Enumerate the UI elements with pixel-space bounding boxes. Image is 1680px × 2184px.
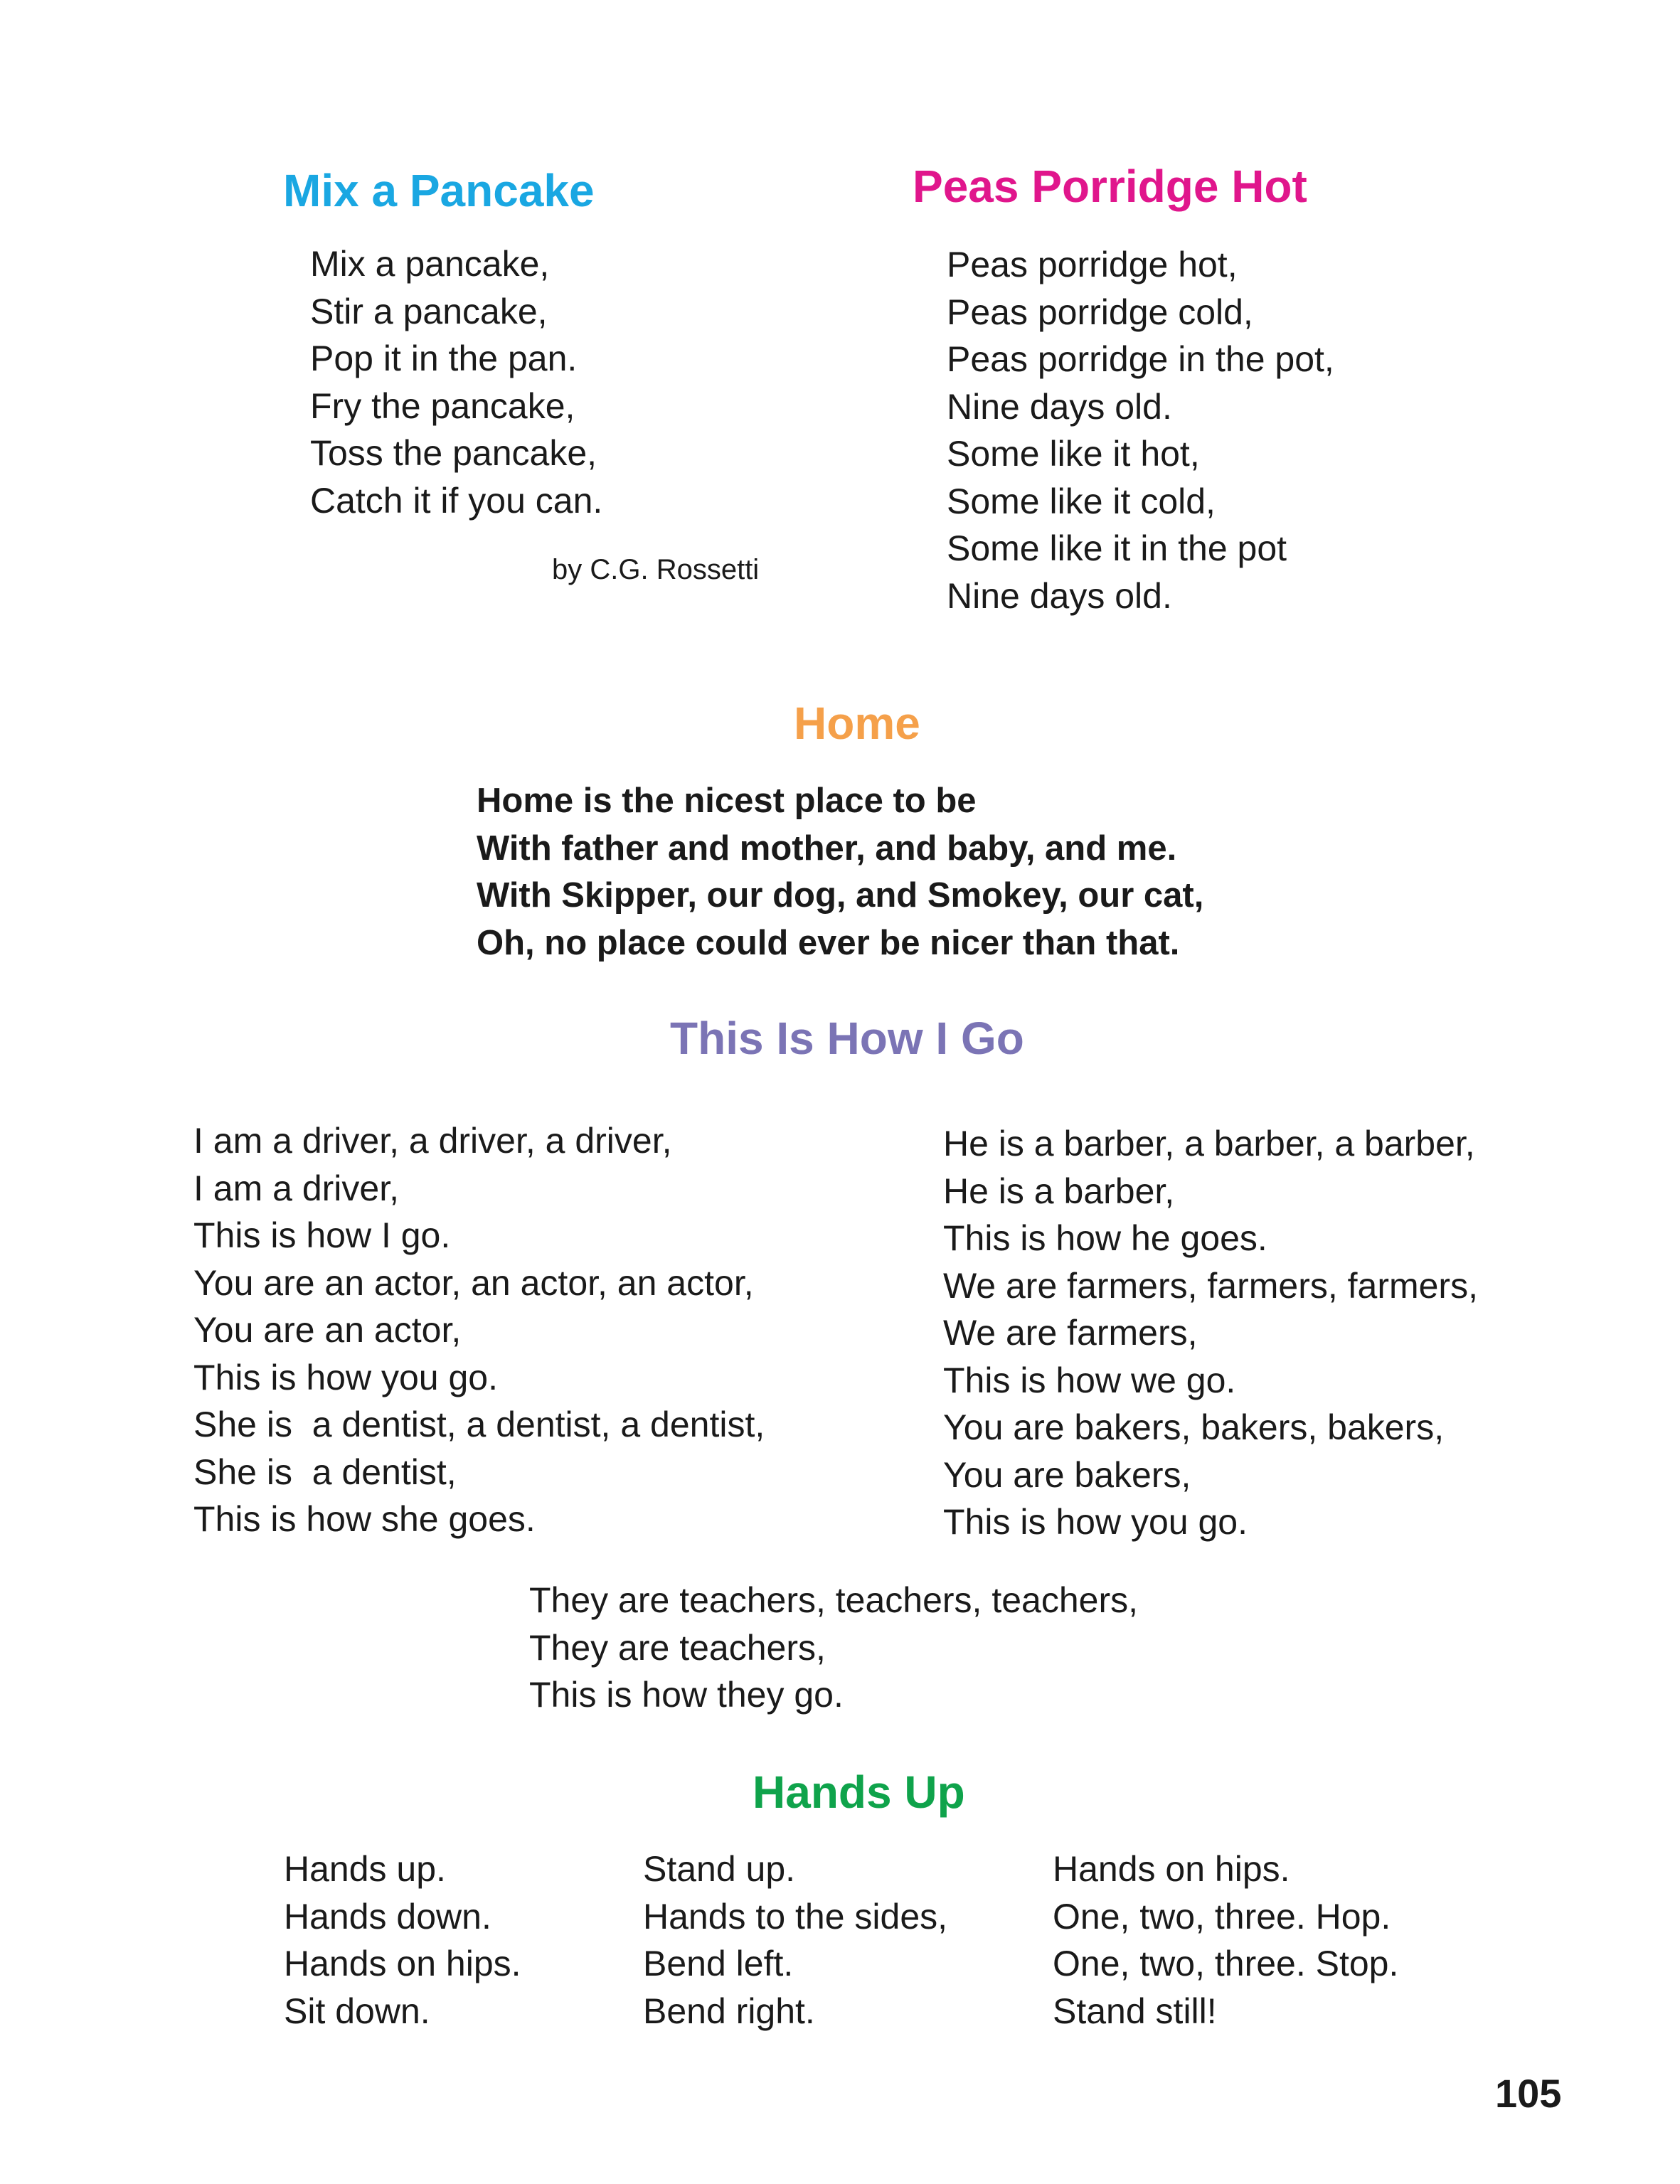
- poem-line: Toss the pancake,: [310, 433, 597, 473]
- poem-mix-a-pancake: [310, 240, 602, 524]
- poem-author: by C.G. Rossetti: [552, 554, 760, 585]
- poem-line: Hands on hips.: [1053, 1849, 1290, 1889]
- poem-line: You are an actor, an actor, an actor,: [193, 1262, 754, 1303]
- poem-line: This is how they go.: [529, 1675, 844, 1715]
- poem-line: Oh, no place could ever be nicer than that.: [477, 923, 1180, 962]
- poem-line: They are teachers,: [529, 1627, 826, 1668]
- poem-line: This is how she goes.: [193, 1499, 536, 1539]
- poem-this-is-how-i-go-left-column: [193, 1117, 765, 1543]
- poem-line: Nine days old.: [947, 575, 1172, 616]
- poem-line: This is how we go.: [943, 1360, 1236, 1400]
- poem-line: Stand up.: [643, 1849, 796, 1889]
- poem-line: Nine days old.: [947, 386, 1172, 427]
- poem-title-hands-up: Hands Up: [753, 1767, 965, 1818]
- poem-line: We are farmers,: [943, 1313, 1198, 1353]
- poem-line: This is how I go.: [193, 1215, 451, 1255]
- poem-line: You are bakers, bakers, bakers,: [943, 1407, 1445, 1447]
- poem-line: Sit down.: [284, 1991, 430, 2031]
- poem-line: Peas porridge cold,: [947, 292, 1253, 332]
- poem-title-this-is-how-i-go: This Is How I Go: [670, 1013, 1024, 1064]
- poem-this-is-how-i-go-final-verse: [529, 1577, 1138, 1719]
- poem-line: Catch it if you can.: [310, 480, 603, 521]
- poem-line: Some like it cold,: [947, 481, 1216, 521]
- poem-line: She is a dentist,: [193, 1451, 457, 1492]
- poem-line: She is a dentist, a dentist, a dentist,: [193, 1405, 765, 1444]
- poem-hands-up-column-2: [643, 1845, 947, 2035]
- poem-hands-up-column-3: [1053, 1845, 1398, 2035]
- poem-line: This is how you go.: [943, 1502, 1248, 1542]
- poem-line: Hands to the sides,: [643, 1896, 948, 1937]
- poem-line: Pop it in the pan.: [310, 339, 578, 378]
- poem-line: He is a barber,: [943, 1171, 1175, 1211]
- poem-line: With father and mother, and baby, and me.: [477, 829, 1177, 868]
- poem-title-mix-a-pancake: Mix a Pancake: [283, 165, 595, 216]
- poem-line: I am a driver,: [193, 1168, 399, 1208]
- poem-line: Some like it in the pot: [947, 528, 1287, 568]
- poem-line: Stir a pancake,: [310, 291, 548, 331]
- poem-line: This is how he goes.: [943, 1218, 1267, 1258]
- poem-line: Peas porridge in the pot,: [947, 339, 1334, 379]
- poem-line: We are farmers, farmers, farmers,: [943, 1265, 1478, 1306]
- poem-line: Fry the pancake,: [310, 385, 575, 426]
- poem-line: Peas porridge hot,: [947, 245, 1238, 284]
- poem-hands-up-column-1: [284, 1845, 521, 2035]
- poem-line: One, two, three. Hop.: [1053, 1896, 1391, 1937]
- poem-line: This is how you go.: [193, 1357, 498, 1397]
- poem-home: [477, 777, 1203, 966]
- poem-line: I am a driver, a driver, a driver,: [193, 1121, 672, 1161]
- poem-line: One, two, three. Stop.: [1053, 1944, 1399, 1983]
- poem-line: Stand still!: [1053, 1991, 1217, 2031]
- poem-line: You are an actor,: [193, 1310, 462, 1350]
- poem-line: Hands on hips.: [284, 1944, 521, 1983]
- poem-line: They are teachers, teachers, teachers,: [529, 1580, 1138, 1620]
- poem-title-peas-porridge-hot: Peas Porridge Hot: [913, 161, 1307, 212]
- poem-line: With Skipper, our dog, and Smokey, our cat,: [477, 876, 1204, 915]
- poem-peas-porridge-hot: [947, 241, 1334, 619]
- poem-line: He is a barber, a barber, a barber,: [943, 1124, 1475, 1163]
- poem-line: Mix a pancake,: [310, 244, 550, 284]
- poem-line: You are bakers,: [943, 1454, 1191, 1495]
- poem-line: Bend right.: [643, 1991, 815, 2031]
- poem-title-home: Home: [794, 698, 920, 749]
- poem-line: Home is the nicest place to be: [477, 782, 977, 820]
- poem-line: Hands up.: [284, 1849, 446, 1889]
- poem-this-is-how-i-go-right-column: [943, 1120, 1478, 1546]
- poem-line: Hands down.: [284, 1896, 491, 1937]
- poem-line: Some like it hot,: [947, 434, 1200, 474]
- page-number: 105: [1495, 2071, 1562, 2116]
- poem-line: Bend left.: [643, 1944, 794, 1983]
